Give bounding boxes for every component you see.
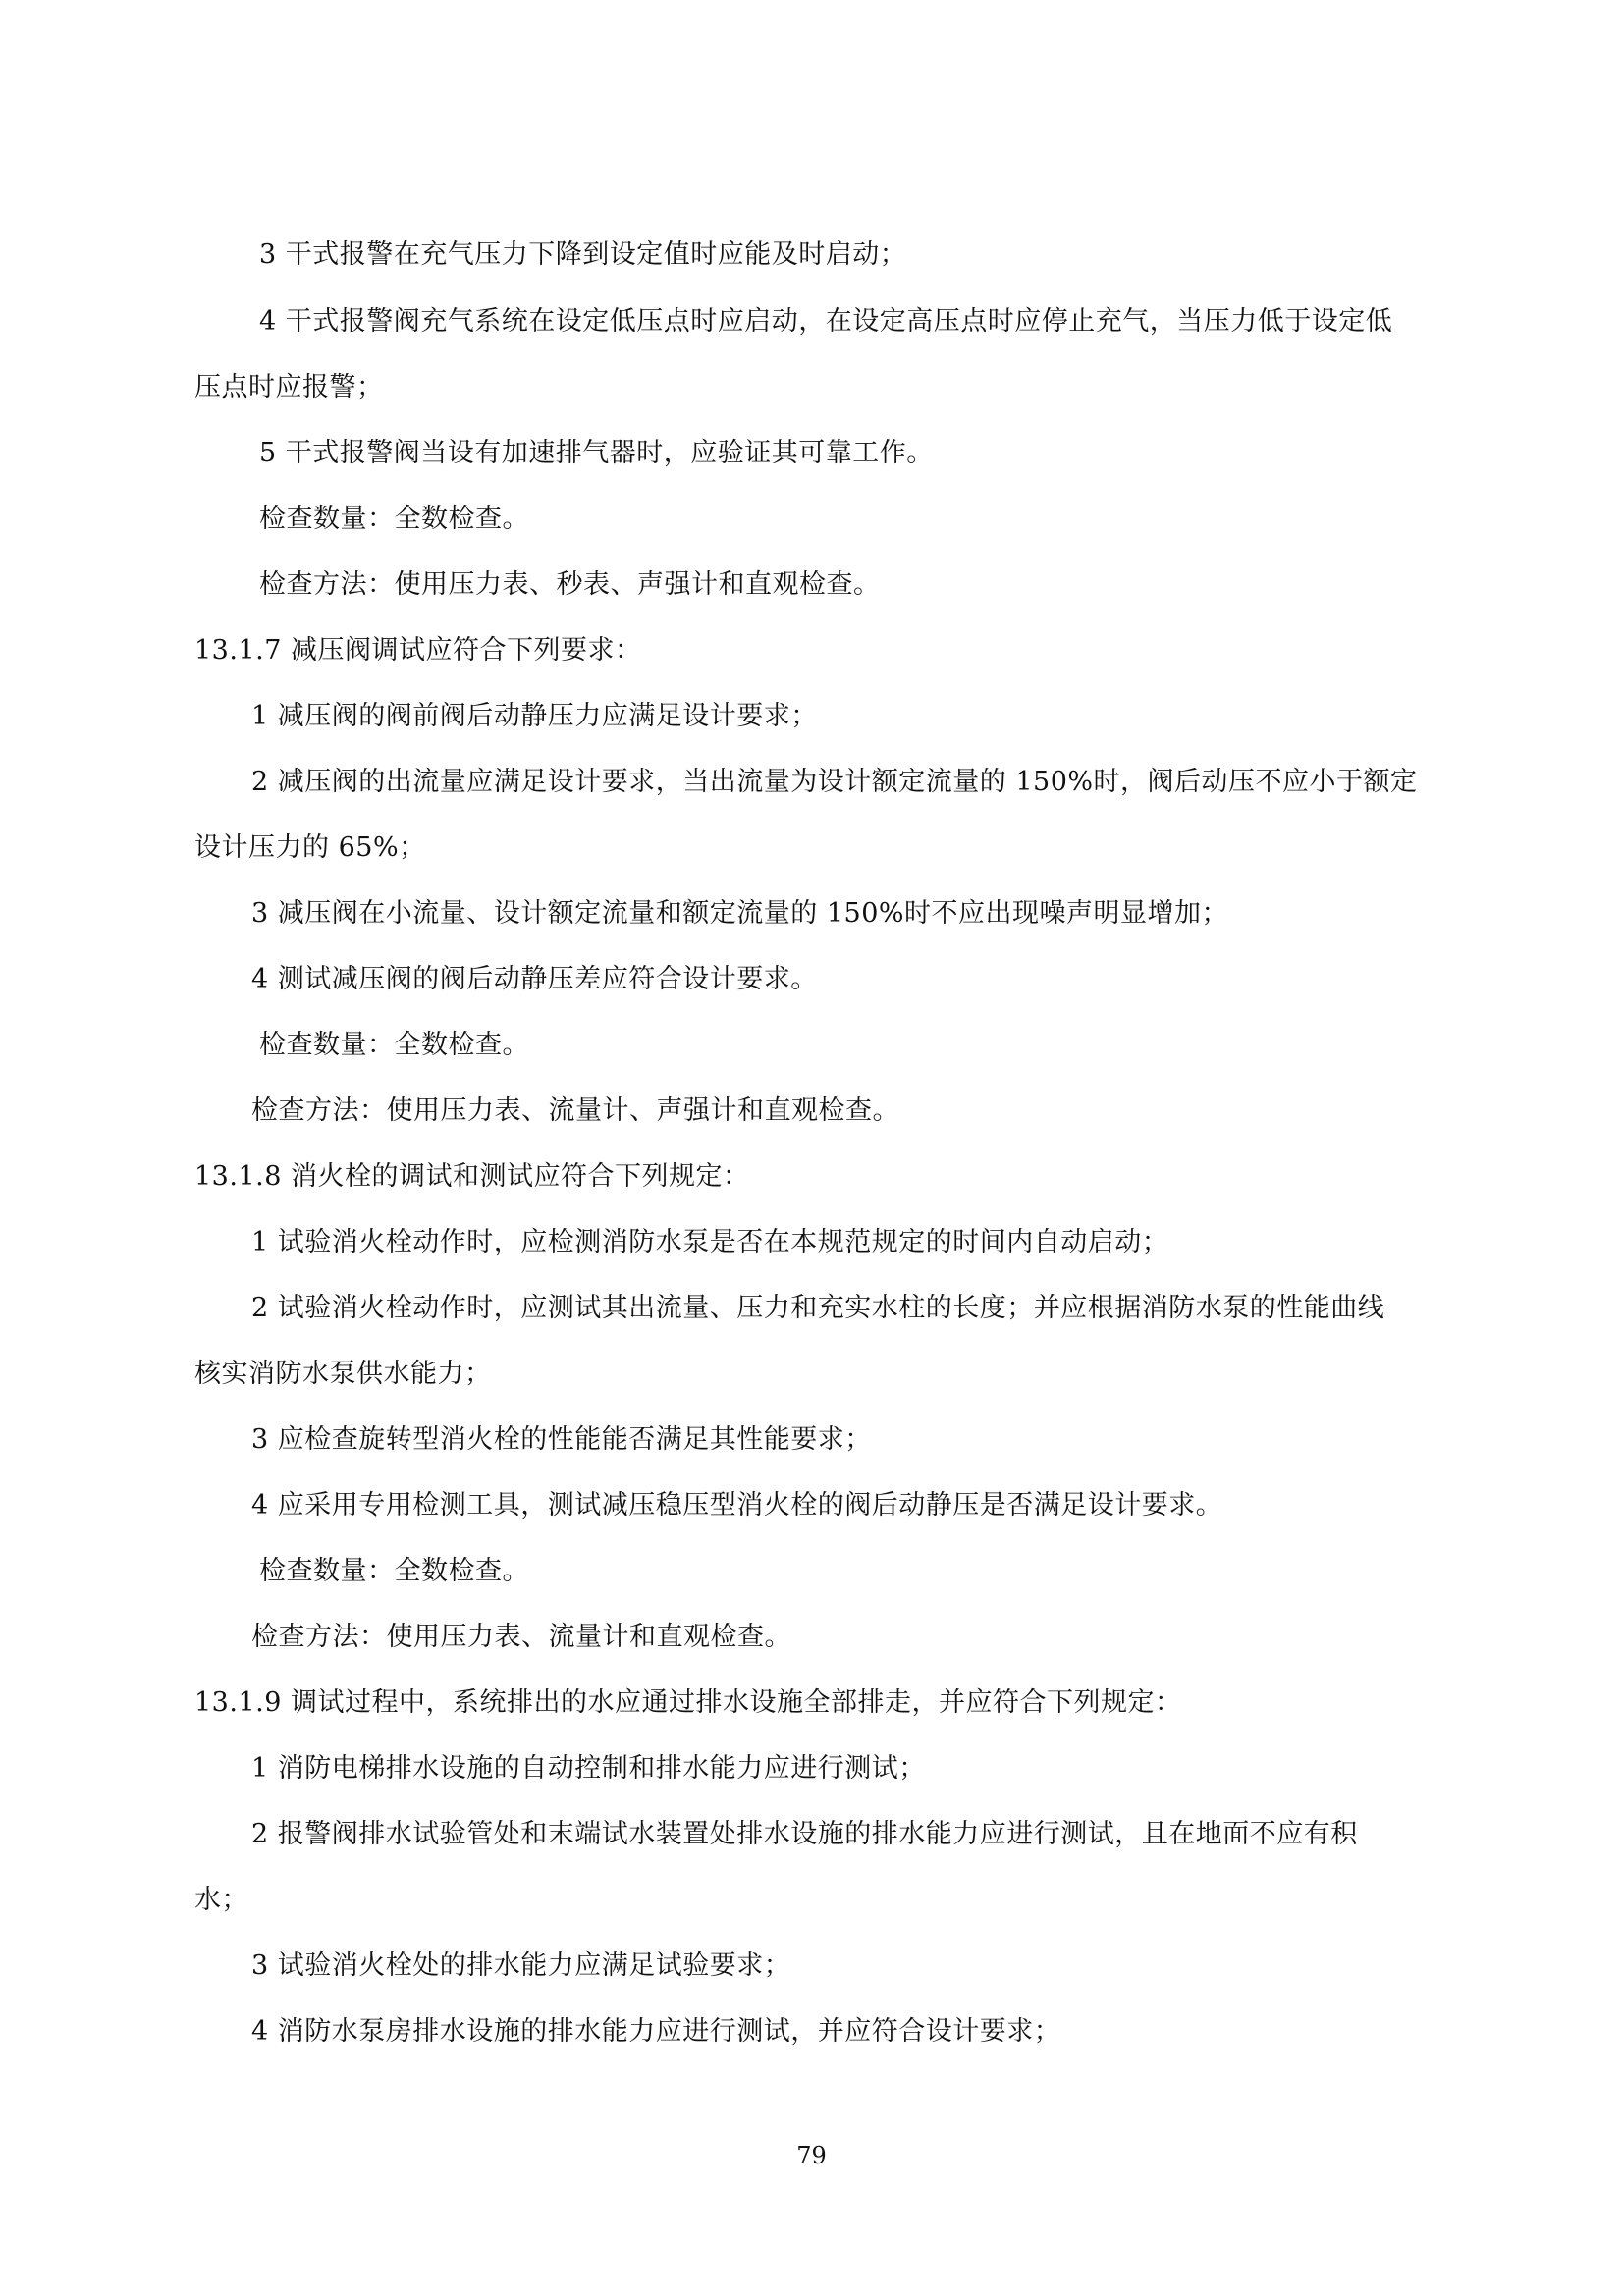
text-line: 2 试验消火栓动作时，应测试其出流量、压力和充实水柱的长度；并应根据消防水泵的性能曲线 [251, 1293, 1385, 1323]
text-line: 1 试验消火栓动作时，应检测消防水泵是否在本规范规定的时间内自动启动； [251, 1227, 1169, 1257]
text-line: 3 干式报警在充气压力下降到设定值时应能及时启动； [259, 240, 907, 270]
text-line: 水； [194, 1885, 248, 1915]
text-line: 3 试验消火栓处的排水能力应满足试验要求； [251, 1950, 791, 1981]
text-line: 1 减压阀的阀前阀后动静压力应满足设计要求； [251, 701, 818, 731]
text-line: 检查数量：全数检查。 [259, 1556, 529, 1586]
text-line: 4 测试减压阀的阀后动静压差应符合设计要求。 [251, 964, 818, 994]
text-line: 检查数量：全数检查。 [259, 504, 529, 534]
text-line: 检查数量：全数检查。 [259, 1030, 529, 1060]
section-heading: 13.1.9 调试过程中，系统排出的水应通过排水设施全部排走，并应符合下列规定： [194, 1687, 1182, 1718]
text-line: 检查方法：使用压力表、流量计、声强计和直观检查。 [251, 1095, 899, 1126]
text-line: 1 消防电梯排水设施的自动控制和排水能力应进行测试； [251, 1753, 926, 1784]
page-number: 79 [796, 2142, 827, 2169]
text-line: 4 应采用专用检测工具，测试减压稳压型消火栓的阀后动静压是否满足设计要求。 [251, 1490, 1223, 1521]
text-line: 压点时应报警； [194, 372, 384, 402]
text-line: 2 减压阀的出流量应满足设计要求，当出流量为设计额定流量的 150%时，阀后动压不应小于额定 [251, 767, 1418, 797]
text-line: 4 消防水泵房排水设施的排水能力应进行测试，并应符合设计要求； [251, 2016, 1061, 2047]
text-line: 检查方法：使用压力表、流量计和直观检查。 [251, 1622, 791, 1652]
section-heading: 13.1.7 减压阀调试应符合下列要求： [194, 635, 642, 666]
text-line: 5 干式报警阀当设有加速排气器时，应验证其可靠工作。 [259, 438, 934, 468]
text-line: 设计压力的 65%； [194, 832, 426, 863]
text-line: 3 减压阀在小流量、设计额定流量和额定流量的 150%时不应出现噪声明显增加； [251, 898, 1229, 929]
text-line: 2 报警阀排水试验管处和末端试水装置处排水设施的排水能力应进行测试，且在地面不应有积 [251, 1819, 1358, 1849]
text-line: 核实消防水泵供水能力； [194, 1359, 492, 1389]
text-line: 4 干式报警阀充气系统在设定低压点时应启动，在设定高压点时应停止充气，当压力低于设定低 [259, 306, 1393, 337]
text-line: 检查方法：使用压力表、秒表、声强计和直观检查。 [259, 569, 881, 600]
text-line: 3 应检查旋转型消火栓的性能能否满足其性能要求； [251, 1424, 872, 1455]
section-heading: 13.1.8 消火栓的调试和测试应符合下列规定： [194, 1161, 750, 1192]
